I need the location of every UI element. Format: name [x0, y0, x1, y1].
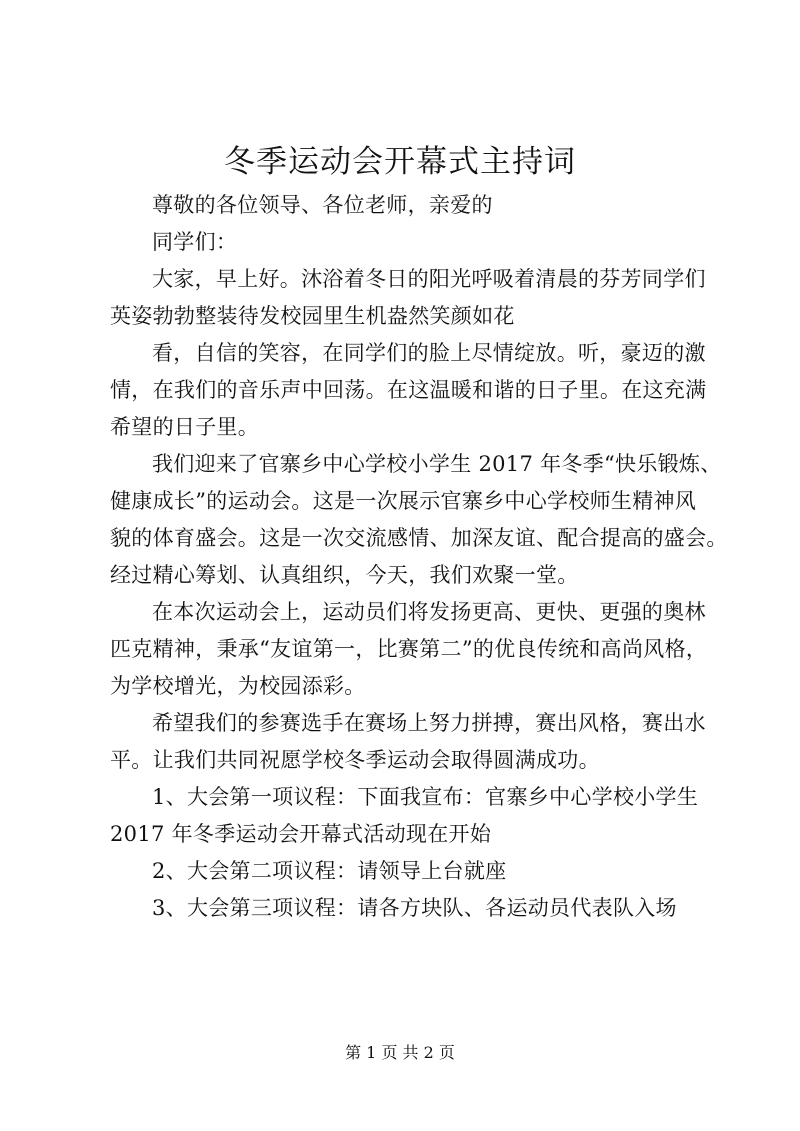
paragraph-4-line-1: 在本次运动会上，运动员们将发扬更高、更快、更强的奥林: [152, 600, 706, 624]
agenda-item-1-line-2: 2017 年冬季运动会开幕式活动现在开始: [110, 822, 492, 846]
salutation-line-2: 同学们：: [152, 230, 238, 254]
paragraph-5-line-1: 希望我们的参赛选手在赛场上努力拼搏，赛出风格，赛出水: [152, 711, 706, 735]
paragraph-3-line-4: 经过精心筹划、认真组织，今天，我们欢聚一堂。: [110, 563, 579, 587]
agenda-item-1-line-1: 1、大会第一项议程：下面我宣布：官寨乡中心学校小学生: [152, 785, 699, 809]
paragraph-2-line-1: 看，自信的笑容，在同学们的脸上尽情绽放。听，豪迈的激: [152, 341, 706, 365]
document-body: [110, 187, 728, 927]
paragraph-3-line-3: 貌的体育盛会。这是一次交流感情、加深友谊、配合提高的盛会。: [110, 526, 728, 550]
salutation-line-1: 尊敬的各位领导、各位老师，亲爱的: [152, 193, 493, 217]
agenda-item-2: 2、大会第二项议程：请领导上台就座: [152, 859, 507, 883]
paragraph-2-line-3: 希望的日子里。: [110, 415, 260, 439]
paragraph-3-line-2: 健康成长”的运动会。这是一次展示官寨乡中心学校师生精神风: [110, 489, 697, 513]
paragraph-2-line-2: 情，在我们的音乐声中回荡。在这温暖和谐的日子里。在这充满: [110, 378, 707, 402]
paragraph-4-line-2: 匹克精神，秉承“友谊第一，比赛第二”的优良传统和高尚风格，: [110, 637, 708, 661]
paragraph-3-line-1: 我们迎来了官寨乡中心学校小学生 2017 年冬季“快乐锻炼、: [152, 452, 722, 476]
paragraph-5-line-2: 平。让我们共同祝愿学校冬季运动会取得圆满成功。: [110, 748, 600, 772]
document-title: 冬季运动会开幕式主持词: [224, 144, 576, 180]
paragraph-1-line-2: 英姿勃勃整装待发校园里生机盎然笑颜如花: [110, 304, 515, 328]
paragraph-1-line-1: 大家，早上好。沐浴着冬日的阳光呼吸着清晨的芬芳同学们: [152, 267, 706, 291]
agenda-item-3: 3、大会第三项议程：请各方块队、各运动员代表队入场: [152, 896, 677, 920]
page-footer: 第 1 页 共 2 页: [345, 1043, 455, 1062]
paragraph-4-line-3: 为学校增光，为校园添彩。: [110, 674, 366, 698]
